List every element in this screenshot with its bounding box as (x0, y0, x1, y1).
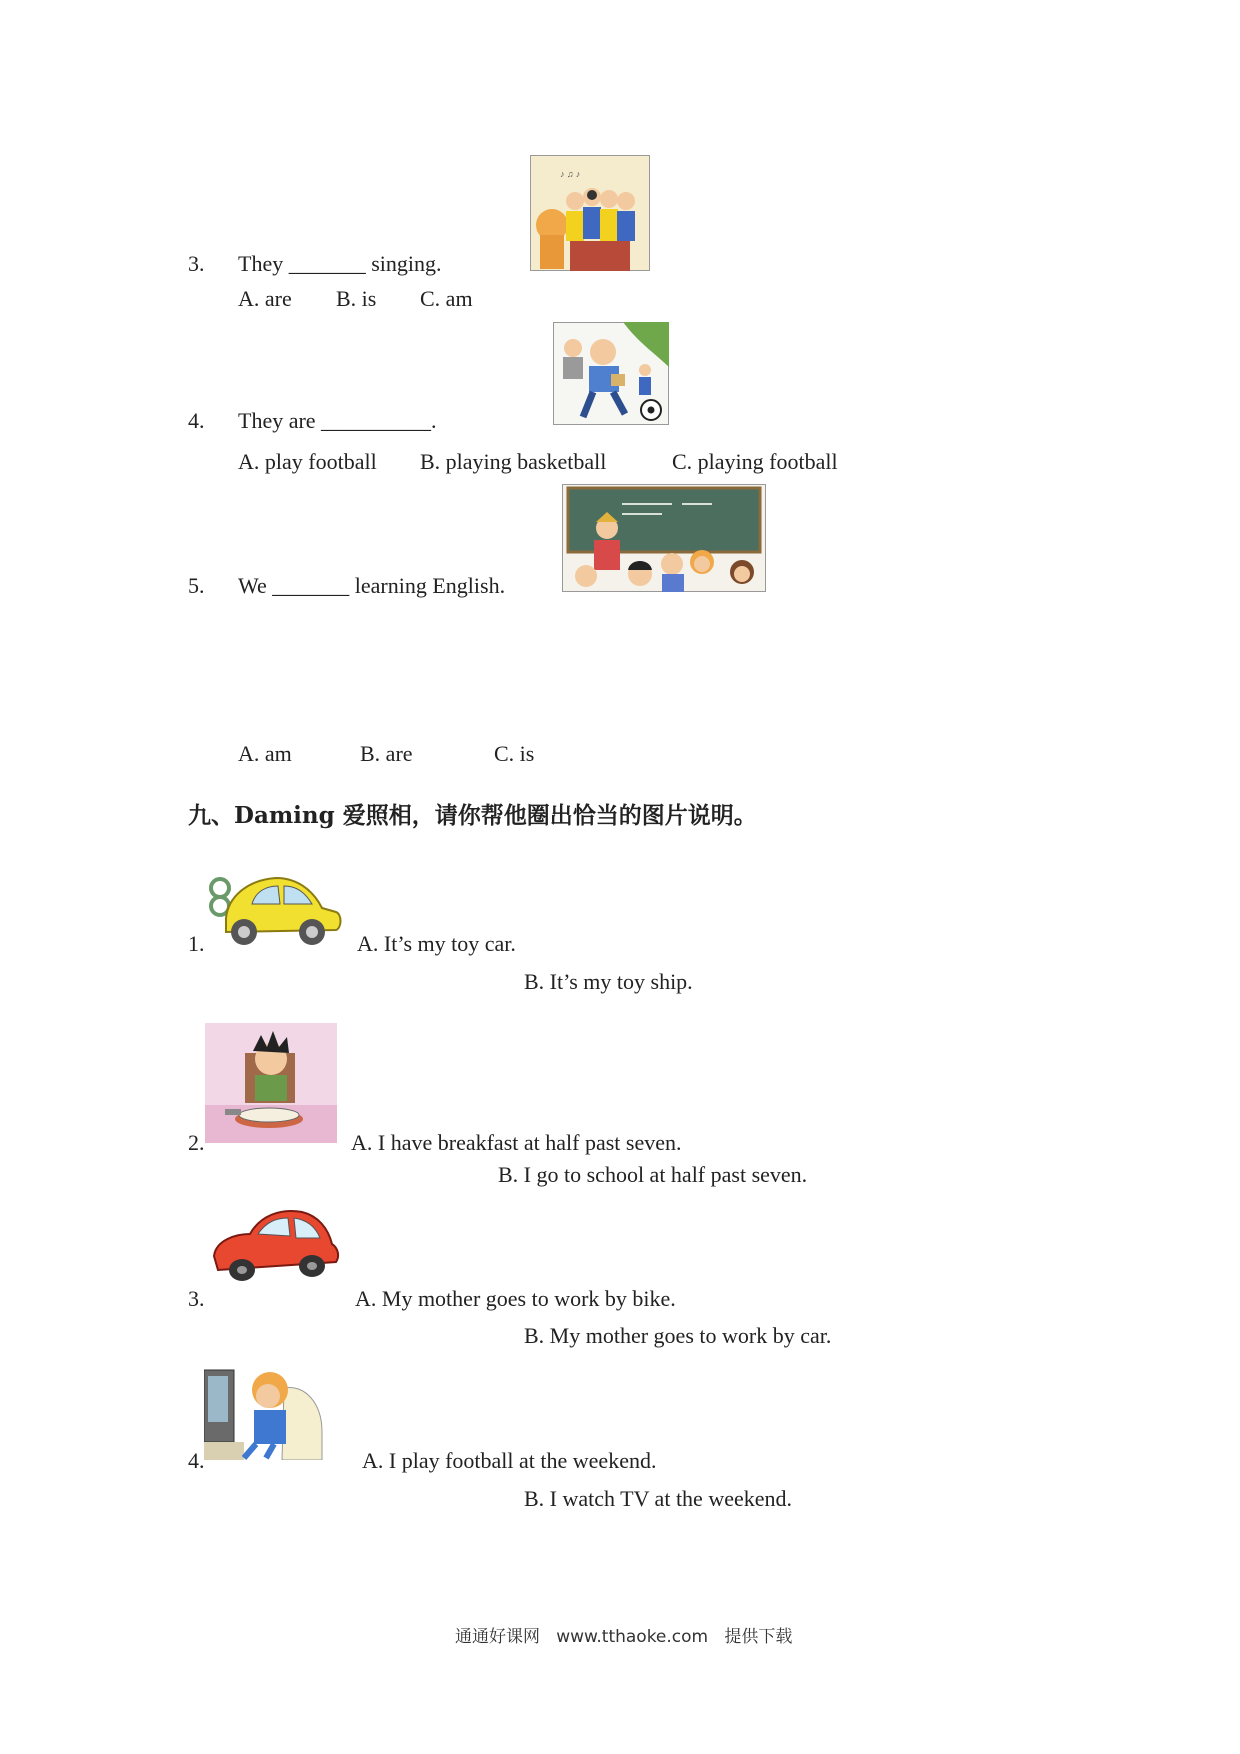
question-8-3-option-c[interactable]: C. am (420, 286, 473, 311)
question-8-3-option-a[interactable]: A. are (238, 286, 292, 311)
item-9-4-option-b[interactable]: B. I watch TV at the weekend. (524, 1486, 792, 1511)
item-9-1-number: 1. (188, 931, 205, 956)
footer-site-name: 通通好课网 (455, 1627, 540, 1647)
page-footer (455, 1622, 792, 1647)
question-8-3-number: 3. (188, 251, 205, 276)
red-car-picture (206, 1200, 342, 1288)
question-8-5-number: 5. (188, 573, 205, 598)
item-9-2-option-a[interactable]: A. I have breakfast at half past seven. (351, 1130, 682, 1155)
item-9-2-option-b[interactable]: B. I go to school at half past seven. (498, 1162, 808, 1187)
footer-suffix: 提供下载 (724, 1627, 793, 1647)
item-9-4-number: 4. (188, 1448, 205, 1473)
item-9-1-option-b[interactable]: B. It’s my toy ship. (524, 969, 693, 994)
toy-car-picture (206, 868, 346, 950)
question-8-4-number: 4. (188, 408, 205, 433)
question-8-4-option-a[interactable]: A. play football (238, 449, 377, 474)
question-8-4-option-b[interactable]: B. playing basketball (420, 449, 607, 474)
classroom-picture (562, 484, 766, 592)
question-8-4-option-c[interactable]: C. playing football (672, 449, 838, 474)
question-8-3-stem: They _______ singing. (238, 251, 442, 276)
item-9-3-number: 3. (188, 1286, 205, 1311)
watching-tv-picture (204, 1362, 330, 1460)
question-8-3-option-b[interactable]: B. is (336, 286, 377, 311)
footer-url[interactable]: www.tthaoke.com (556, 1627, 709, 1647)
item-9-1-option-a[interactable]: A. It’s my toy car. (357, 931, 516, 956)
item-9-4-option-a[interactable]: A. I play football at the weekend. (362, 1448, 657, 1473)
question-8-5-option-a[interactable]: A. am (238, 741, 292, 766)
item-9-3-option-a[interactable]: A. My mother goes to work by bike. (355, 1286, 676, 1311)
singing-picture (530, 155, 650, 271)
svg-text:♪ ♫ ♪: ♪ ♫ ♪ (560, 169, 581, 179)
question-8-5-option-c[interactable]: C. is (494, 741, 535, 766)
question-8-4-stem: They are __________. (238, 408, 437, 433)
question-8-5-stem: We _______ learning English. (238, 573, 506, 598)
question-8-5-option-b[interactable]: B. are (360, 741, 413, 766)
item-9-2-number: 2. (188, 1130, 205, 1155)
breakfast-picture (205, 1023, 337, 1143)
section-9-heading: 九、Daming 爱照相，请你帮他圈出恰当的图片说明。 (188, 802, 757, 829)
football-picture (553, 322, 669, 425)
item-9-3-option-b[interactable]: B. My mother goes to work by car. (524, 1323, 832, 1348)
